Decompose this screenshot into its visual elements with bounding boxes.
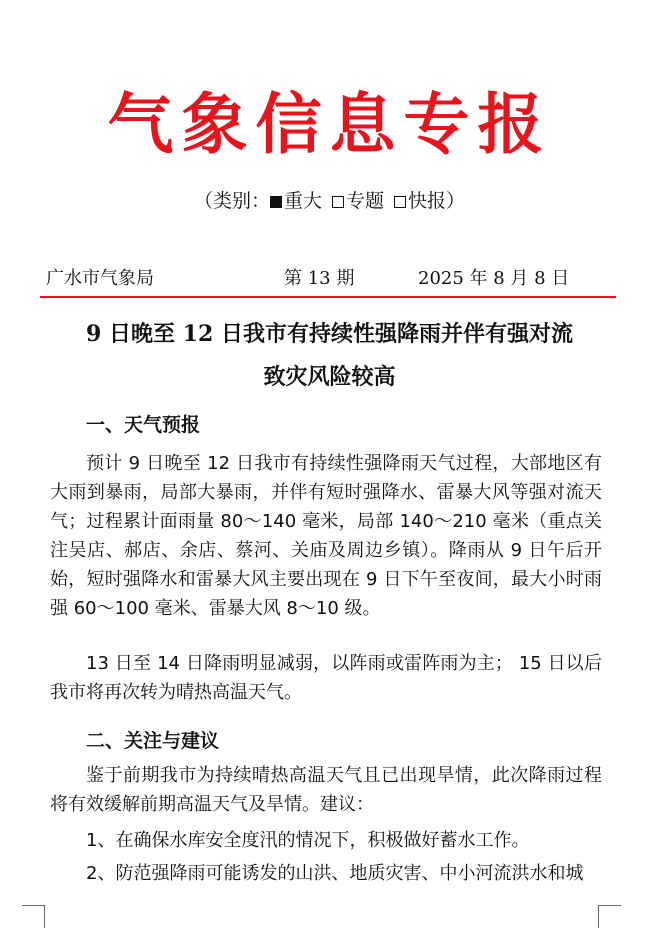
section-heading-forecast: 一、天气预报 [86,414,201,436]
issue-date: 2025 年 8 月 8 日 [418,268,570,289]
masthead-title: 气象信息专报 [107,85,552,163]
advice-item-1: 1、在确保水库安全度汛的情况下，积极做好蓄水工作。 [86,830,530,851]
headline [30,313,629,399]
advice-item-2: 2、防范强降雨可能诱发的山洪、地质灾害、中小河流洪水和城 [86,863,584,884]
issuer: 广水市气象局 [46,268,154,289]
category-special-label: 专题 [345,190,384,212]
section-heading-advice: 二、关注与建议 [86,730,220,752]
checkbox-major-icon [270,196,282,208]
issue-meta [46,265,616,293]
checkbox-express-icon [394,196,406,208]
page-corner-mark-right [598,905,621,928]
headline-line-2: 致灾风险较高 [263,364,396,390]
advice-paragraph-1: 鉴于前期我市为持续晴热高温天气且已出现旱情，此次降雨过程将有效缓解前期高温天气及旱情。建议： [50,765,602,815]
checkbox-special-icon [332,196,344,208]
red-divider [40,296,616,298]
category-express-label: 快报 [408,190,447,212]
forecast-paragraph-1: 预计 9 日晚至 12 日我市有持续性强降雨天气过程，大部地区有大雨到暴雨，局部大暴雨，并伴有短时强降水、雷暴大风等强对流天气；过程累计面雨量 80～140 毫米，局部 140～210 毫米（重点关注吴店、郝店、余店、蔡河、关庙及周边乡镇）。降雨从 9 日午后开始，短时强降水和雷暴大风主要出现在 9 日下午至夜间，最大小时雨强 60～100 毫米、雷暴大风 8～10 级。 [50,453,602,619]
category-major-label: 重大 [283,190,322,212]
headline-line-1: 9 日晚至 12 日我市有持续性强降雨并伴有强对流 [86,321,573,347]
category-line [0,187,659,215]
category-open: （类别： [193,190,270,212]
category-close: ） [446,190,466,212]
page-corner-mark-left [22,905,45,928]
issue-number: 第 13 期 [284,268,355,289]
forecast-paragraph-2: 13 日至 14 日降雨明显减弱，以阵雨或雷阵雨为主； 15 日以后我市将再次转为晴热高温天气。 [50,653,602,703]
